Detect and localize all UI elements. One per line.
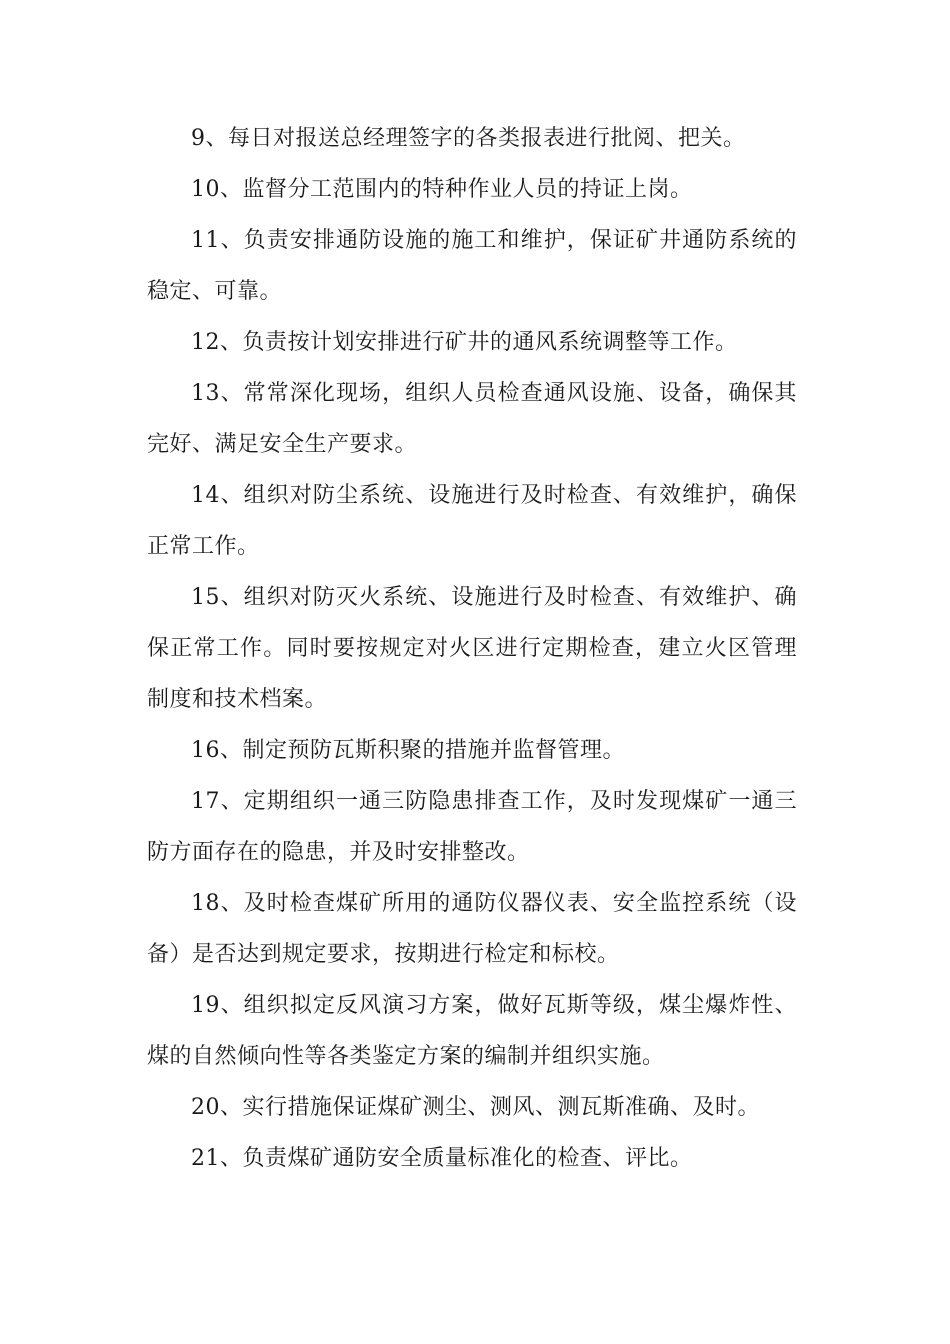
paragraph-item-14: 14、组织对防尘系统、设施进行及时检查、有效维护，确保正常工作。 — [147, 483, 797, 559]
paragraph-item-13: 13、常常深化现场，组织人员检查通风设施、设备，确保其完好、满足安全生产要求。 — [147, 381, 797, 457]
paragraph-item-15: 15、组织对防灭火系统、设施进行及时检查、有效维护、确保正常工作。同时要按规定对火区进行定期检查，建立火区管理制度和技术档案。 — [147, 585, 797, 712]
paragraph-item-19: 19、组织拟定反风演习方案，做好瓦斯等级，煤尘爆炸性、煤的自然倾向性等各类鉴定方案的编制并组织实施。 — [147, 993, 797, 1069]
paragraph-item-11: 11、负责安排通防设施的施工和维护，保证矿井通防系统的稳定、可靠。 — [147, 228, 797, 304]
paragraph-item-20: 20、实行措施保证煤矿测尘、测风、测瓦斯准确、及时。 — [191, 1095, 760, 1120]
paragraph-item-10: 10、监督分工范围内的特种作业人员的持证上岗。 — [191, 177, 693, 202]
document-body — [147, 113, 797, 1184]
paragraph-item-12: 12、负责按计划安排进行矿井的通风系统调整等工作。 — [191, 330, 738, 355]
paragraph-item-18: 18、及时检查煤矿所用的通防仪器仪表、安全监控系统（设备）是否达到规定要求，按期进行检定和标校。 — [147, 891, 797, 967]
paragraph-item-21: 21、负责煤矿通防安全质量标准化的检查、评比。 — [191, 1146, 693, 1171]
paragraph-item-9: 9、每日对报送总经理签字的各类报表进行批阅、把关。 — [191, 126, 746, 151]
paragraph-item-16: 16、制定预防瓦斯积聚的措施并监督管理。 — [191, 738, 625, 763]
paragraph-item-17: 17、定期组织一通三防隐患排查工作，及时发现煤矿一通三防方面存在的隐患，并及时安排整改。 — [147, 789, 797, 865]
